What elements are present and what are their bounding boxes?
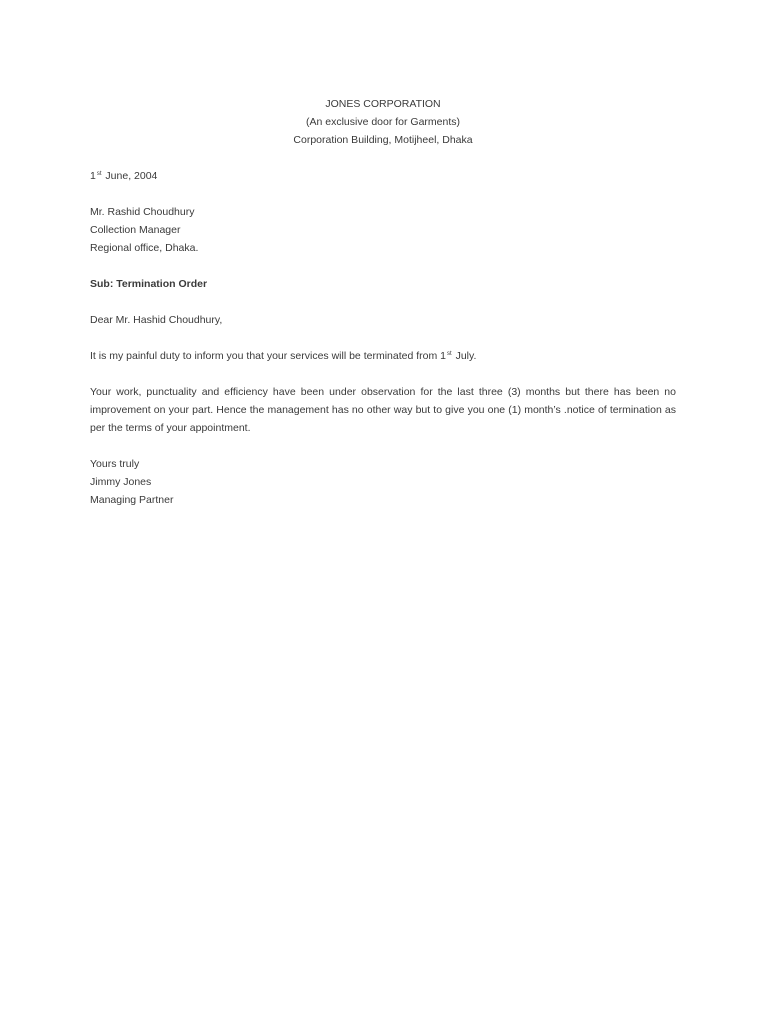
- letterhead: [90, 95, 676, 149]
- date-rest: June, 2004: [102, 170, 158, 182]
- spacer: [90, 329, 676, 347]
- body-paragraph-1: [90, 347, 676, 365]
- letter-date: [90, 167, 676, 185]
- spacer: [90, 257, 676, 275]
- signatory-name: Jimmy Jones: [90, 476, 152, 488]
- paragraph-1-suffix: st: [446, 350, 452, 357]
- spacer: [90, 149, 676, 167]
- spacer: [90, 185, 676, 203]
- date-suffix: st: [96, 170, 102, 177]
- recipient-title: Collection Manager: [90, 224, 181, 236]
- spacer: [90, 437, 676, 455]
- body-paragraph-2: Your work, punctuality and efficiency have been under observation for the last three (3) months but there has been no improvement on your part. Hence the management has no other way but to give you one (1) month’s .notice of termination as per the terms of your appointment.: [90, 386, 676, 434]
- company-tagline: (An exclusive door for Garments): [305, 116, 461, 128]
- recipient-name: Mr. Rashid Choudhury: [90, 206, 195, 218]
- letter-document: [90, 95, 676, 509]
- paragraph-1-text: It is my painful duty to inform you that your services will be terminated from 1: [90, 350, 446, 362]
- signatory-title: Managing Partner: [90, 494, 174, 506]
- paragraph-1-end: July.: [452, 350, 477, 362]
- spacer: [90, 365, 676, 383]
- recipient-office: Regional office, Dhaka.: [90, 242, 199, 254]
- valediction: Yours truly: [90, 458, 140, 470]
- closing-block: [90, 455, 676, 509]
- company-address: Corporation Building, Motijheel, Dhaka: [293, 134, 473, 146]
- date-day: 1: [90, 170, 96, 182]
- salutation: Dear Mr. Hashid Choudhury,: [90, 314, 223, 326]
- spacer: [90, 293, 676, 311]
- subject-line: Sub: Termination Order: [90, 278, 208, 290]
- company-name: JONES CORPORATION: [325, 98, 441, 110]
- recipient-block: [90, 203, 676, 257]
